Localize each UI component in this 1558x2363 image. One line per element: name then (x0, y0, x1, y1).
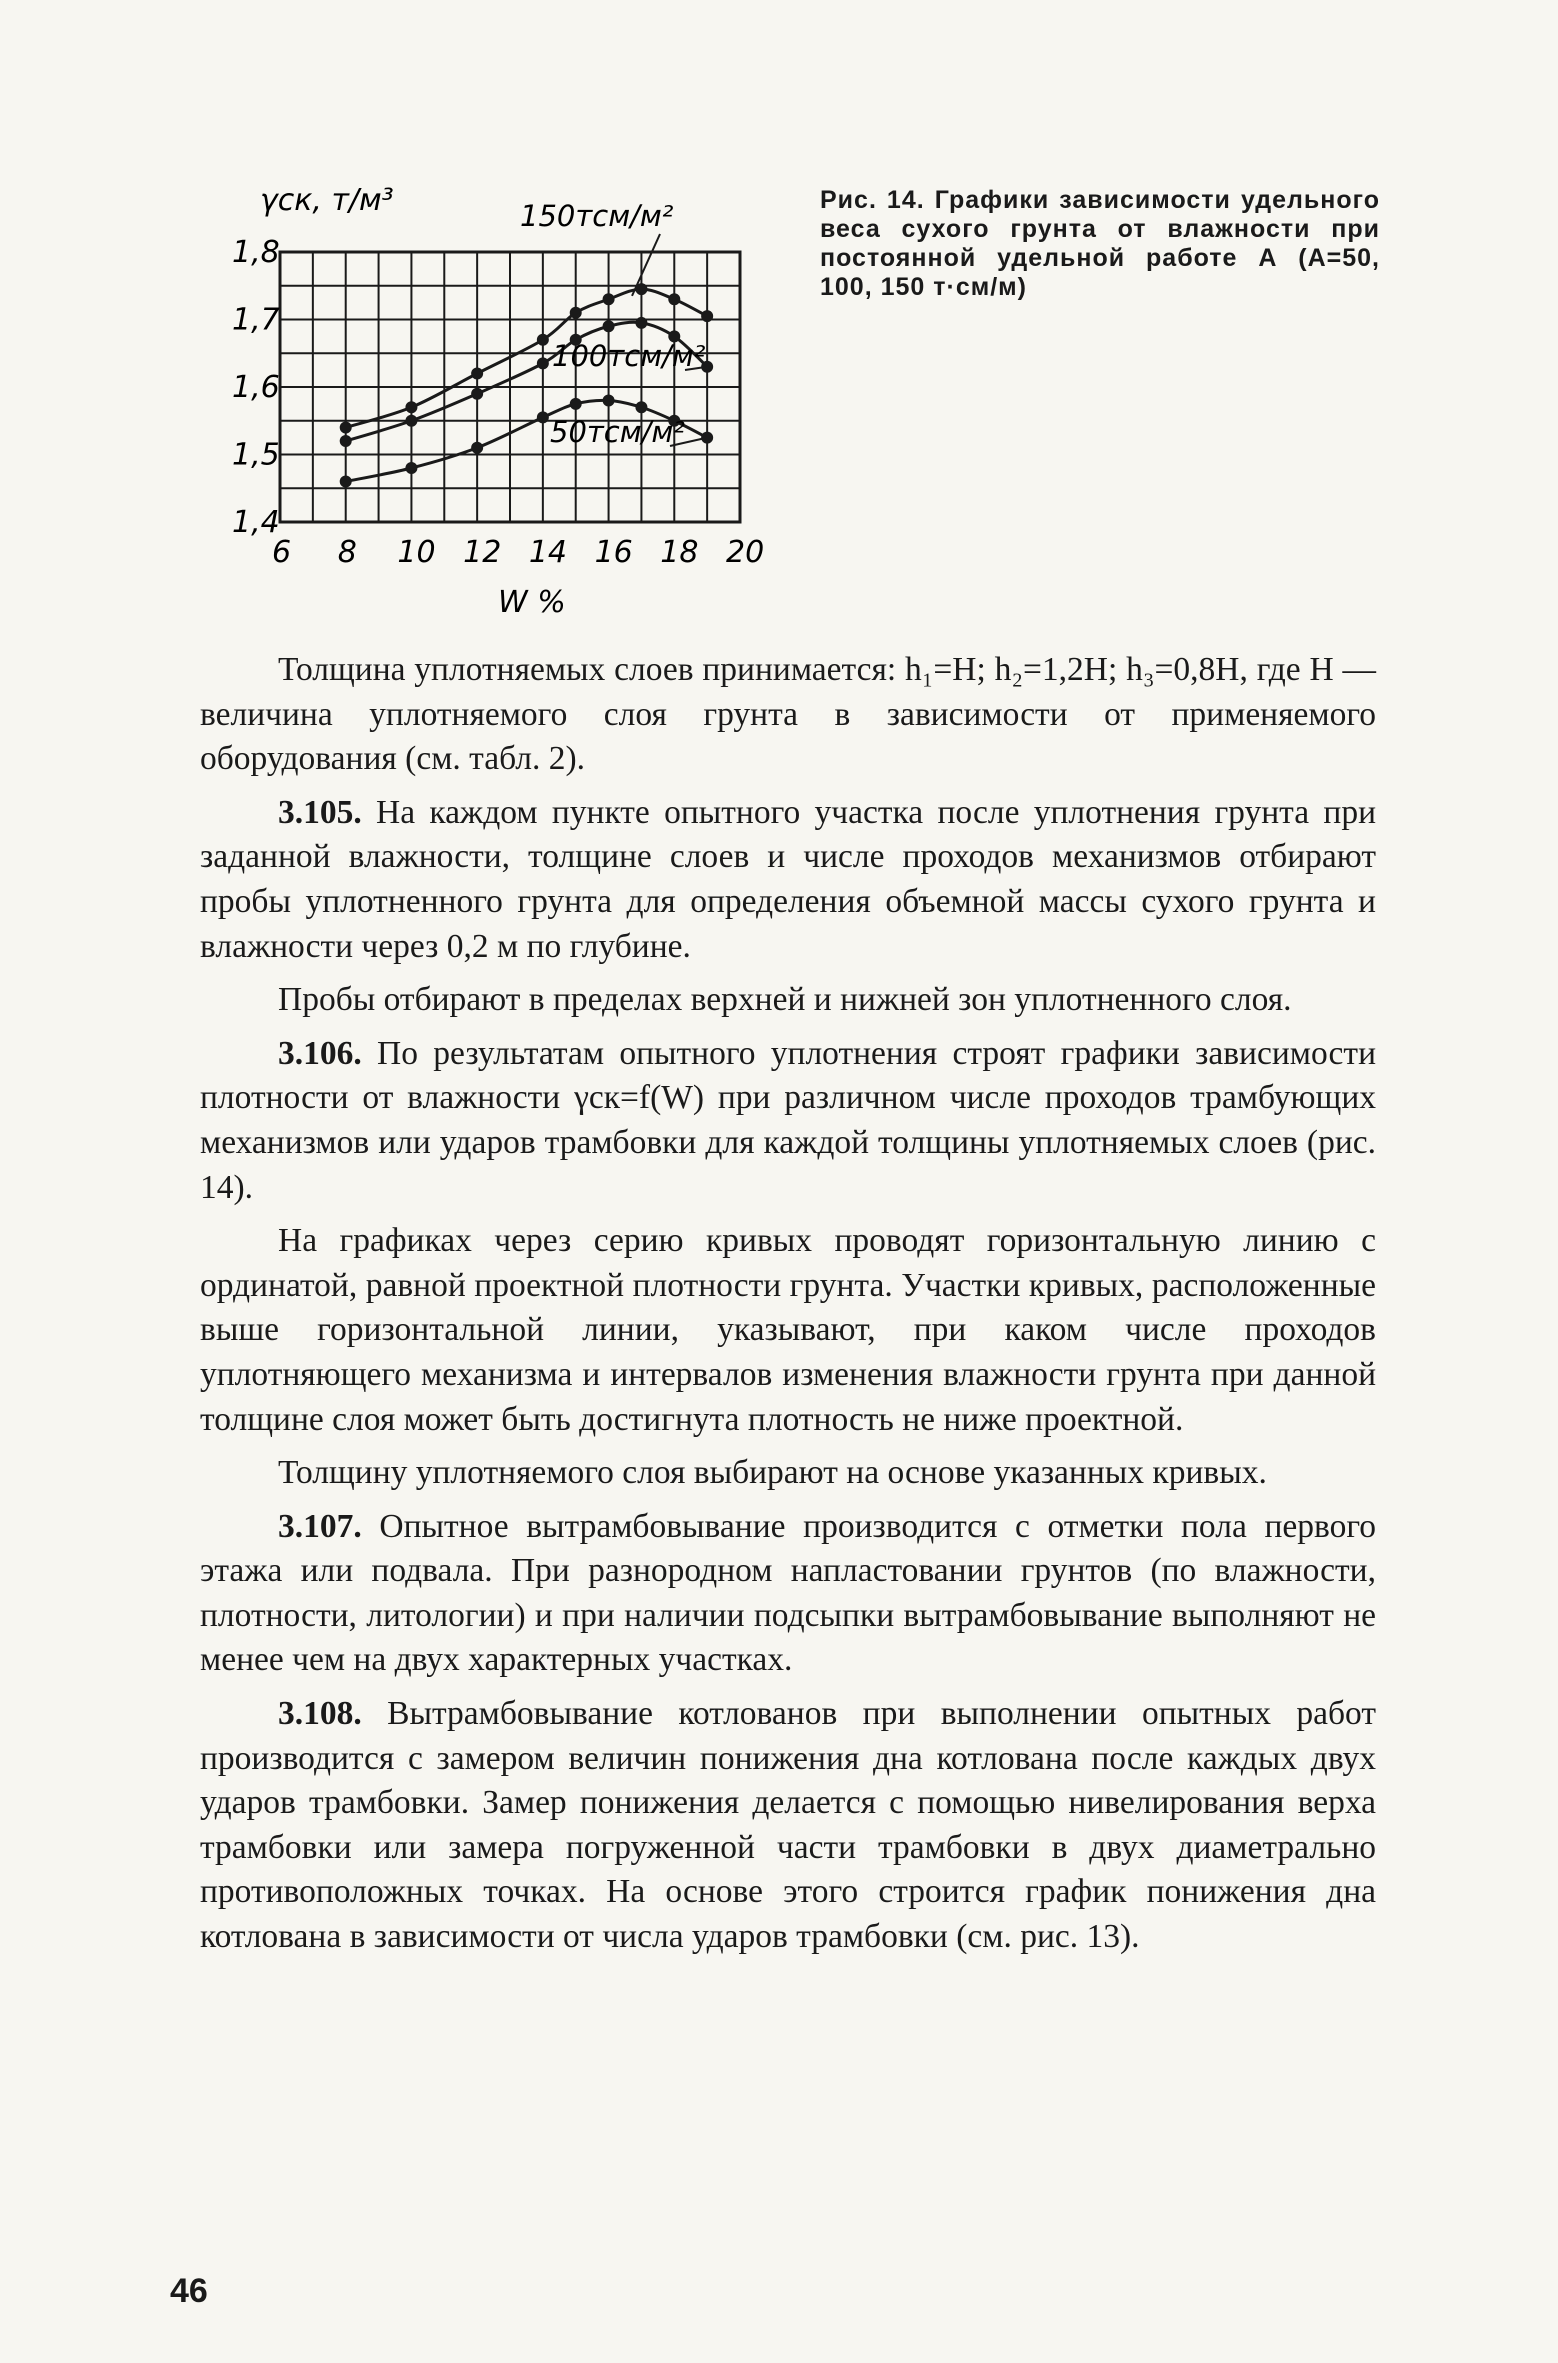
data-point (471, 368, 483, 380)
paragraph: Толщину уплотняемого слоя выбирают на основе указанных кривых. (278, 1454, 1267, 1492)
data-point (537, 411, 549, 423)
paragraph: Пробы отбирают в пределах верхней и нижней зон уплотненного слоя. (278, 981, 1292, 1019)
curve-label-50: 50тсм/м² (550, 415, 685, 449)
y-tick-label: 1,6 (232, 370, 280, 405)
x-axis-label: W % (498, 585, 566, 620)
x-tick-label: 10 (397, 535, 436, 570)
x-tick-label: 16 (594, 535, 633, 570)
data-point (405, 401, 417, 413)
data-point (405, 462, 417, 474)
curve-label-150: 150тсм/м² (520, 199, 674, 233)
data-point (570, 398, 582, 410)
paragraph: 3.108. Вытрамбовывание котлованов при выполнении опытных работ производится с замером величин понижения дна котлована после каждых двух ударов трамбовки. Замер понижения делается с помощью нивелирования верха трамбовки или замера погруженной части трамбовки в двух диаметрально противоположных точках. На основе этого строится график понижения дна котлована в зависимости от числа ударов трамбовки (см. рис. 13). (200, 1695, 1376, 1956)
paragraph: 3.105. На каждом пункте опытного участка после уплотнения грунта при заданной влажности, толщине слоев и числе проходов механизмов отбирают пробы уплотненного грунта для определения объемной массы сухого грунта и влажности через 0,2 м по глубине. (200, 793, 1376, 965)
x-tick-label: 20 (726, 535, 765, 570)
x-tick-label: 12 (463, 535, 502, 570)
x-tick-label: 18 (660, 535, 699, 570)
data-point (603, 395, 615, 407)
y-tick-label: 1,8 (232, 235, 280, 270)
data-point (603, 320, 615, 332)
data-point (471, 388, 483, 400)
data-point (340, 422, 352, 434)
x-tick-label: 6 (272, 535, 292, 570)
y-tick-label: 1,4 (232, 505, 280, 540)
data-point (570, 307, 582, 319)
page-number: 46 (170, 2272, 208, 2310)
data-point (635, 317, 647, 329)
paragraph: На графиках через серию кривых проводят горизонтальную линию с ординатой, равной проектной плотности грунта. Участки кривых, расположенные выше горизонтальной линии, указывают, при каком числе проходов уплотняющего механизма и интервалов изменения влажности грунта при данной толщине слоя может быть достигнута плотность не ниже проектной. (200, 1222, 1376, 1438)
data-point (537, 357, 549, 369)
paragraph: 3.107. Опытное вытрамбовывание производится с отметки пола первого этажа или подвала. При разнородном напластовании грунтов (по влажности, плотности, литологии) и при наличии подсыпки вытрамбовывание выполняют не менее чем на двух характерных участках. (200, 1507, 1376, 1679)
data-point (668, 293, 680, 305)
y-axis-label: γск, т/м³ (260, 183, 394, 218)
data-point (471, 442, 483, 454)
y-tick-label: 1,5 (232, 437, 280, 473)
data-point (405, 415, 417, 427)
paragraph: Толщина уплотняемых слоев принимается: h₁=H; h₂=1,2H; h₃=0,8H, где H — величина уплотняемого слоя грунта в зависимости от применяемого оборудования (см. табл. 2). (200, 651, 1376, 778)
data-point (340, 476, 352, 488)
body-text (200, 648, 1376, 1969)
data-point (537, 334, 549, 346)
figure-14 (230, 180, 790, 620)
y-tick-label: 1,7 (232, 302, 280, 338)
density-moisture-chart (230, 180, 790, 620)
figure-caption: Рис. 14. Графики зависимости удельного веса сухого грунта от влажности при постоянной удельной работе А (А=50, 100, 150 т·см/м) (820, 186, 1380, 301)
paragraph: 3.106. По результатам опытного уплотнения строят графики зависимости плотности от влажности γск=f(W) при различном числе проходов трамбующих механизмов или ударов трамбовки для каждой толщины уплотняемых слоев (рис. 14). (200, 1034, 1376, 1206)
data-point (635, 401, 647, 413)
x-tick-label: 8 (337, 535, 357, 570)
data-point (603, 293, 615, 305)
data-point (701, 310, 713, 322)
data-point (340, 435, 352, 447)
curve-label-100: 100тсм/м² (552, 339, 706, 373)
x-tick-label: 14 (528, 535, 568, 570)
